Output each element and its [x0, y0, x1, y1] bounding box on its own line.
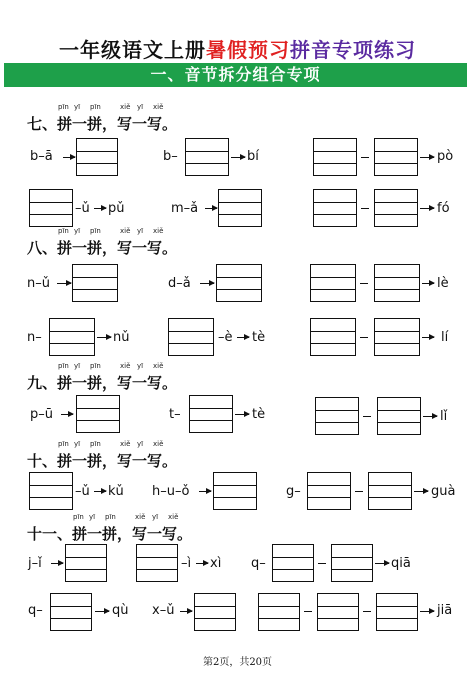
dash: [361, 157, 369, 158]
arrow-icon: [94, 491, 106, 492]
section-11-label: 十一、拼一拼，写一写。: [27, 525, 193, 543]
answer-box[interactable]: [185, 138, 229, 176]
pinyin-yi: yī: [74, 440, 81, 448]
syllable-result: qiā: [391, 556, 411, 571]
pinyin-pin: pīn: [73, 513, 84, 521]
arrow-icon: [422, 337, 434, 338]
answer-box[interactable]: [376, 593, 418, 631]
syllable-result: lè: [437, 276, 449, 291]
section-7-label: 七、拼一拼，写一写。: [27, 115, 178, 133]
syllable-part: b–ā: [30, 149, 53, 164]
section-9-label: 九、拼一拼，写一写。: [27, 374, 178, 392]
pinyin-xie: xiě: [120, 103, 131, 111]
title-part3: 拼音专项练习: [290, 38, 416, 62]
answer-box[interactable]: [168, 318, 214, 356]
answer-box[interactable]: [315, 397, 359, 435]
arrow-icon: [420, 157, 434, 158]
syllable-part: –ì: [181, 556, 192, 571]
answer-box[interactable]: [377, 397, 421, 435]
answer-box[interactable]: [374, 189, 418, 227]
section-10-heading: [27, 440, 178, 471]
answer-box[interactable]: [194, 593, 236, 631]
answer-box[interactable]: [368, 472, 412, 510]
syllable-part: x–ǔ: [152, 603, 175, 618]
title-part2: 暑假预习: [206, 38, 290, 62]
syllable-result: nǔ: [113, 330, 130, 345]
syllable-part: t–: [169, 407, 181, 422]
section-7-heading: [27, 103, 178, 134]
section-banner: [4, 63, 467, 87]
syllable-part: –ǔ: [75, 201, 90, 216]
dash: [355, 491, 363, 492]
arrow-icon: [61, 414, 73, 415]
pinyin-xie: xiě: [153, 227, 164, 235]
syllable-part: b–: [163, 149, 178, 164]
dash: [318, 563, 326, 564]
pinyin-xie: xiě: [120, 362, 131, 370]
arrow-icon: [420, 208, 434, 209]
syllable-result: jiā: [437, 603, 453, 618]
dash: [363, 611, 371, 612]
answer-box[interactable]: [49, 318, 95, 356]
answer-box[interactable]: [29, 472, 73, 510]
answer-box[interactable]: [272, 544, 314, 582]
pinyin-yi: yī: [137, 227, 144, 235]
syllable-part: g–: [286, 484, 301, 499]
pinyin-yi: yī: [89, 513, 96, 521]
dash: [360, 283, 368, 284]
pinyin-yi: yī: [74, 362, 81, 370]
syllable-part: n–ǔ: [27, 276, 50, 291]
arrow-icon: [196, 563, 208, 564]
arrow-icon: [375, 563, 389, 564]
answer-box[interactable]: [331, 544, 373, 582]
pinyin-xie: xiě: [120, 227, 131, 235]
answer-box[interactable]: [313, 189, 357, 227]
dash: [361, 208, 369, 209]
answer-box[interactable]: [72, 264, 118, 302]
syllable-part: –è: [218, 330, 233, 345]
answer-box[interactable]: [218, 189, 262, 227]
pinyin-xie: xiě: [120, 440, 131, 448]
syllable-part: d–ǎ: [168, 276, 191, 291]
arrow-icon: [231, 157, 245, 158]
syllable-part: j–ǐ: [28, 556, 42, 571]
syllable-result: lǐ: [440, 409, 448, 424]
page-title: [0, 34, 475, 63]
syllable-part: n–: [27, 330, 42, 345]
arrow-icon: [95, 611, 109, 612]
dash: [304, 611, 312, 612]
syllable-result: bí: [247, 149, 259, 164]
pinyin-pin: pīn: [90, 440, 101, 448]
syllable-result: tè: [252, 330, 266, 345]
arrow-icon: [235, 414, 249, 415]
syllable-result: guà: [431, 484, 456, 499]
answer-box[interactable]: [317, 593, 359, 631]
section-10-label: 十、拼一拼，写一写。: [27, 452, 178, 470]
answer-box[interactable]: [136, 544, 178, 582]
answer-box[interactable]: [310, 264, 356, 302]
arrow-icon: [237, 337, 249, 338]
syllable-part: q–: [251, 556, 266, 571]
arrow-icon: [63, 157, 75, 158]
arrow-icon: [205, 208, 217, 209]
pinyin-xie: xiě: [135, 513, 146, 521]
arrow-icon: [199, 491, 211, 492]
syllable-part: p–ū: [30, 407, 53, 422]
pinyin-yi: yī: [74, 227, 81, 235]
pinyin-pin: pīn: [58, 362, 69, 370]
pinyin-pin: pīn: [105, 513, 116, 521]
arrow-icon: [51, 563, 63, 564]
arrow-icon: [94, 208, 106, 209]
page-footer: 第2页，共20页: [202, 657, 273, 668]
answer-box[interactable]: [213, 472, 257, 510]
syllable-result: xì: [210, 556, 222, 571]
dash: [363, 416, 371, 417]
section-8-label: 八、拼一拼，写一写。: [27, 239, 178, 257]
arrow-icon: [57, 283, 71, 284]
pinyin-yi: yī: [152, 513, 159, 521]
syllable-part: h–u–ǒ: [152, 484, 190, 499]
arrow-icon: [420, 611, 434, 612]
section-11-heading: [27, 513, 193, 544]
answer-box[interactable]: [76, 138, 118, 176]
pinyin-pin: pīn: [90, 103, 101, 111]
arrow-icon: [422, 283, 434, 284]
syllable-result: lí: [441, 330, 449, 345]
answer-box[interactable]: [374, 138, 418, 176]
syllable-part: m–ǎ: [171, 201, 199, 216]
syllable-result: qù: [112, 603, 129, 618]
pinyin-xie: xiě: [168, 513, 179, 521]
syllable-part: –ǔ: [75, 484, 90, 499]
arrow-icon: [180, 611, 192, 612]
syllable-result: pǔ: [108, 201, 125, 216]
syllable-result: kǔ: [108, 484, 124, 499]
answer-box[interactable]: [307, 472, 351, 510]
pinyin-yi: yī: [137, 440, 144, 448]
banner-text: 一、音节拆分组合专项: [150, 65, 321, 84]
pinyin-yi: yī: [137, 103, 144, 111]
answer-box[interactable]: [29, 189, 73, 227]
arrow-icon: [200, 283, 214, 284]
arrow-icon: [423, 416, 437, 417]
syllable-result: pò: [437, 149, 454, 164]
arrow-icon: [97, 337, 111, 338]
pinyin-pin: pīn: [58, 440, 69, 448]
pinyin-pin: pīn: [58, 103, 69, 111]
section-8-heading: [27, 227, 178, 258]
answer-box[interactable]: [313, 138, 357, 176]
pinyin-xie: xiě: [153, 362, 164, 370]
answer-box[interactable]: [76, 395, 120, 433]
pinyin-xie: xiě: [153, 440, 164, 448]
answer-box[interactable]: [50, 593, 92, 631]
pinyin-pin: pīn: [90, 227, 101, 235]
answer-box[interactable]: [65, 544, 107, 582]
syllable-result: tè: [252, 407, 266, 422]
answer-box[interactable]: [216, 264, 262, 302]
arrow-icon: [414, 491, 428, 492]
syllable-result: fó: [437, 201, 450, 216]
title-part1: 一年级语文上册: [59, 38, 206, 62]
answer-box[interactable]: [310, 318, 356, 356]
section-9-heading: [27, 362, 178, 393]
syllable-part: q–: [28, 603, 43, 618]
answer-box[interactable]: [374, 264, 420, 302]
pinyin-yi: yī: [137, 362, 144, 370]
answer-box[interactable]: [258, 593, 300, 631]
pinyin-pin: pīn: [58, 227, 69, 235]
pinyin-xie: xiě: [153, 103, 164, 111]
answer-box[interactable]: [374, 318, 420, 356]
answer-box[interactable]: [189, 395, 233, 433]
pinyin-yi: yī: [74, 103, 81, 111]
pinyin-pin: pīn: [90, 362, 101, 370]
dash: [360, 337, 368, 338]
